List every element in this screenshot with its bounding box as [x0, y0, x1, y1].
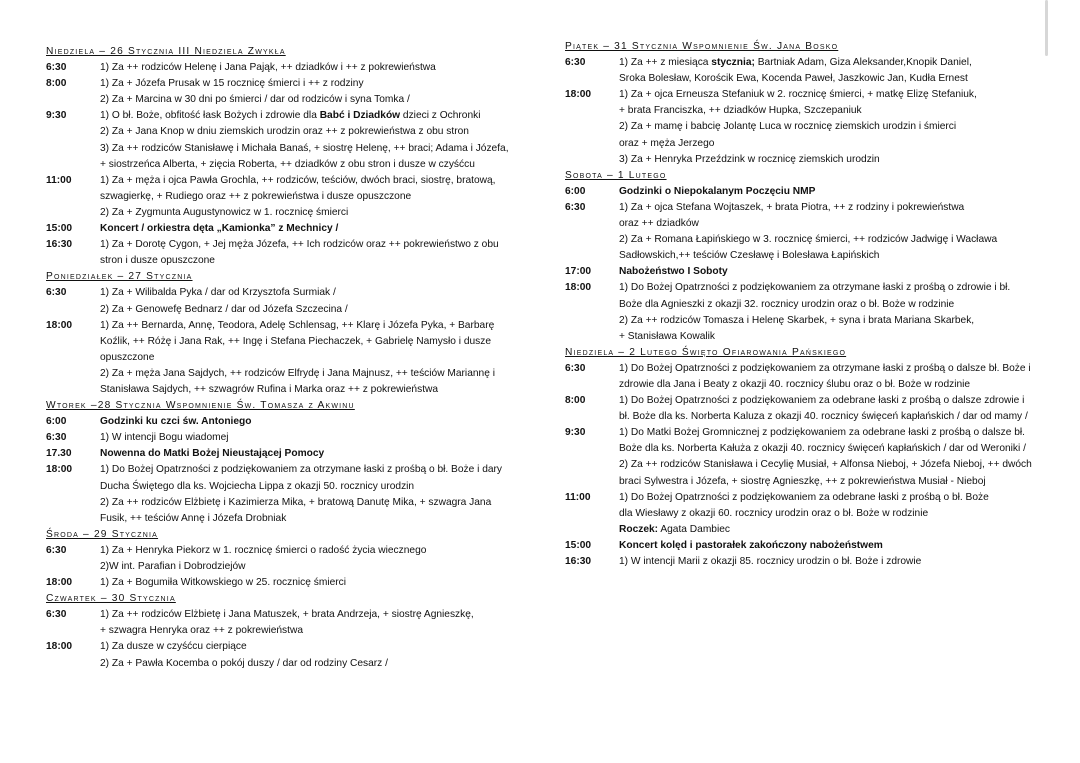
event-title: Godzinki ku czci św. Antoniego	[100, 416, 252, 428]
day-section	[46, 44, 518, 269]
mass-time: 6:00	[46, 416, 67, 428]
mass-time: 18:00	[46, 319, 73, 331]
intention-text: 1) Do Bożej Opatrzności z podziękowaniem za otrzymane łaski z prośbą o bł. Boże i dary	[100, 464, 503, 476]
intention-line	[100, 76, 518, 92]
mass-time: 18:00	[46, 577, 73, 589]
intention-text: 2) Za + Genowefę Bednarz / dar od Józefa Szczecina /	[100, 303, 348, 315]
mass-entry	[565, 490, 1043, 538]
intention-line	[619, 361, 1043, 377]
intention-list	[619, 264, 1043, 280]
intention-text: 2) Za + męża Jana Sajdych, ++ rodziców Elfrydę i Jana Majnusz, ++ teściów Mariannę i	[100, 367, 495, 379]
mass-entry	[46, 639, 518, 671]
intention-line	[619, 522, 1043, 538]
intention-list	[619, 425, 1043, 489]
intention-line	[619, 200, 1043, 216]
intention-continuation: dla Wiesławy z okazji 60. rocznicy urodzin oraz o bł. Boże w rodzinie	[619, 507, 929, 519]
intention-text: 1) Za ++ rodziców Elżbietę i Jana Matuszek, + brata Andrzeja, + siostrę Agnieszkę,	[100, 609, 474, 621]
intention-continuation: Koźlik, ++ Różę i Jana Rak, ++ Ingę i Stefana Piechaczek, + Gabrielę Namysło i dusze	[100, 335, 492, 347]
intention-line	[100, 141, 518, 157]
intention-text: 1) Za dusze w czyśćcu cierpiące	[100, 641, 247, 653]
intention-line	[100, 108, 518, 124]
intention-line	[619, 264, 1043, 280]
intention-line	[100, 575, 518, 591]
intention-line	[100, 446, 518, 462]
intention-list	[100, 575, 518, 591]
intention-continuation: braci Sylwestra i Józefa, + siostrę Agnieszkę, ++ z pokrewieństwa Musiał - Nieboj	[619, 475, 986, 487]
intention-line	[100, 318, 518, 334]
intention-line	[100, 462, 518, 478]
day-header: Poniedziałek – 27 Stycznia	[46, 271, 193, 283]
mass-entry	[565, 361, 1043, 393]
intention-text-after: Agata Dambiec	[658, 523, 730, 535]
intention-list	[619, 393, 1043, 425]
intention-line	[619, 538, 1043, 554]
intention-list	[100, 607, 518, 639]
intention-continuation: + szwagra Henryka oraz ++ z pokrewieństwa	[100, 625, 303, 637]
day-section	[46, 591, 518, 671]
intention-line	[619, 55, 1043, 71]
mass-time: 18:00	[46, 464, 73, 476]
day-header: Niedziela – 2 Lutego Święto Ofiarowania Pańskiego	[565, 346, 847, 358]
intention-continuation: bł. Boże dla ks. Norberta Kaluza z okazji 40. rocznicy święceń kapłańskich / dar od mamy /	[619, 411, 1028, 423]
event-title: Godzinki o Niepokalanym Poczęciu NMP	[619, 185, 816, 197]
intention-text: 1) Do Matki Bożej Gromnicznej z podziękowaniem za odebrane łaski z prośbą o dalsze bł.	[619, 427, 1025, 439]
mass-time: 6:30	[565, 362, 586, 374]
intention-text: 1) O bł. Boże, obfitość łask Bożych i zdrowie dla	[100, 110, 320, 122]
mass-entry	[46, 430, 518, 446]
intention-bold: Roczek:	[619, 523, 659, 535]
mass-time: 17.30	[46, 448, 72, 460]
intention-continuation: zdrowie dla Jana i Beaty z okazji 40. rocznicy ślubu oraz o bł. Boże w rodzinie	[619, 378, 971, 390]
intention-line	[619, 490, 1043, 506]
intention-text: 3) Za + Henryka Przeździnk w rocznicę ziemskich urodzin	[619, 153, 880, 165]
mass-time: 16:30	[46, 239, 73, 251]
mass-entry	[46, 221, 518, 237]
intention-line	[619, 152, 1043, 168]
intention-text: 1) W intencji Bogu wiadomej	[100, 432, 229, 444]
day-section	[46, 527, 518, 591]
day-header: Czwartek – 30 Stycznia	[46, 593, 176, 605]
mass-time: 18:00	[46, 641, 73, 653]
mass-time: 9:30	[46, 110, 67, 122]
intention-text: 2) Za + Marcina w 30 dni po śmierci / dar od rodziców i syna Tomka /	[100, 94, 410, 106]
intention-list	[100, 285, 518, 317]
day-section	[46, 398, 518, 527]
day-header: Wtorek –28 Stycznia Wspomnienie Św. Tomasza z Akwinu	[46, 400, 355, 412]
mass-entry	[46, 108, 518, 172]
mass-entry	[565, 538, 1043, 554]
mass-entry	[46, 318, 518, 398]
mass-entry	[46, 414, 518, 430]
mass-time: 18:00	[565, 89, 592, 101]
intention-line	[619, 232, 1043, 248]
intention-list	[619, 538, 1043, 554]
mass-entry	[46, 607, 518, 639]
mass-entry	[565, 280, 1043, 344]
intention-text: 1) W intencji Marii z okazji 85. rocznicy urodzin o bł. Boże i zdrowie	[619, 556, 922, 567]
intention-continuation: Ducha Świętego dla ks. Wojciecha Lippa z okazji 50. rocznicy urodzin	[100, 480, 415, 492]
intention-text: 1) Za ++ z miesiąca	[619, 57, 712, 69]
intention-line	[619, 425, 1043, 441]
intention-line	[100, 237, 518, 253]
left-column	[46, 44, 518, 672]
intention-text-after: dzieci z Ochronki	[400, 110, 481, 122]
intention-continuation: + brata Franciszka, ++ dziadków Hupka, Szczepaniuk	[619, 105, 862, 117]
intention-line	[100, 221, 518, 237]
intention-line	[619, 457, 1043, 473]
intention-list	[100, 318, 518, 398]
intention-list	[100, 237, 518, 269]
intention-list	[619, 87, 1043, 167]
intention-list	[619, 184, 1043, 200]
intention-text: 2)W int. Parafian i Dobrodziejów	[100, 561, 246, 572]
intention-continuation: oraz + męża Jerzego	[619, 137, 715, 149]
intention-text: 1) Do Bożej Opatrzności z podziękowaniem za otrzymane łaski z prośbą o dalsze bł. Boże i	[619, 362, 1031, 374]
mass-entry	[46, 237, 518, 269]
intention-continuation: Boże dla Agnieszki z okazji 32. rocznicy urodzin oraz o bł. Boże w rodzinie	[619, 298, 955, 310]
intention-line	[619, 119, 1043, 135]
mass-entry	[46, 462, 518, 526]
intention-line	[100, 205, 518, 221]
event-title: Nowenna do Matki Bożej Nieustającej Pomocy	[100, 448, 325, 460]
intention-line	[100, 173, 518, 189]
intention-line	[100, 366, 518, 382]
intention-text: 3) Za ++ rodziców Stanisławę i Michała Banaś, + siostrę Helenę, ++ braci; Adama i Józefa,	[100, 142, 509, 154]
mass-time: 9:30	[565, 427, 586, 439]
mass-entry	[46, 575, 518, 591]
intention-text: 1) Za ++ rodziców Helenę i Jana Pająk, ++ dziadków i ++ z pokrewieństwa	[100, 62, 436, 74]
intention-list	[619, 200, 1043, 264]
intention-list	[100, 60, 518, 76]
mass-entry	[565, 264, 1043, 280]
mass-time: 11:00	[46, 174, 72, 186]
intention-continuation: Sadłowskich,++ teściów Czesławę i Bolesława Łapińskich	[619, 250, 880, 262]
day-header: Środa – 29 Stycznia	[46, 528, 159, 540]
intention-list	[619, 490, 1043, 538]
intention-continuation: + siostrzeńca Alberta, + zięcia Roberta, ++ dziadków z obu stron i dusze w czyśćcu	[100, 158, 475, 170]
mass-time: 6:30	[46, 62, 67, 74]
intention-line	[100, 639, 518, 655]
day-section	[565, 345, 1043, 570]
event-title: Nabożeństwo I Soboty	[619, 266, 728, 278]
mass-entry	[565, 87, 1043, 167]
mass-entry	[46, 76, 518, 108]
intention-text: 1) Do Bożej Opatrzności z podziękowaniem za odebrane łaski z prośbą o bł. Boże	[619, 491, 989, 503]
scrollbar[interactable]	[1045, 0, 1048, 56]
mass-time: 16:30	[565, 556, 592, 567]
intention-list	[100, 430, 518, 446]
intention-list	[100, 414, 518, 430]
intention-continuation: Stanisława Sajdych, ++ szwagrów Rufina i Marka oraz ++ z pokrewieństwa	[100, 383, 439, 395]
intention-continuation: oraz ++ dziadków	[619, 218, 699, 230]
intention-text: 1) Za + Józefa Prusak w 15 rocznicę śmierci i ++ z rodziny	[100, 78, 364, 90]
intention-text: 2) Za + mamę i babcię Jolantę Luca w rocznicę ziemskich urodzin i śmierci	[619, 121, 957, 133]
intention-text: 2) Za ++ rodziców Stanisława i Cecylię Musiał, + Alfonsa Nieboj, + Józefa Nieboj, ++ dwóch	[619, 459, 1032, 471]
mass-time: 8:00	[565, 395, 586, 407]
mass-time: 6:30	[46, 544, 67, 556]
intention-line	[100, 656, 518, 672]
intention-text: 1) Za ++ Bernarda, Annę, Teodora, Adelę Schlensag, ++ Klarę i Józefa Pyka, + Barbarę	[100, 319, 495, 331]
intention-line	[619, 313, 1043, 329]
intention-text: 1) Za + męża i ojca Pawła Grochla, ++ rodziców, teściów, dwóch braci, siostrę, bratową,	[100, 174, 496, 186]
intention-text: 1) Za + Dorotę Cygon, + Jej męża Józefa, ++ Ich rodziców oraz ++ pokrewieństwo z obu	[100, 239, 499, 251]
intention-line	[100, 607, 518, 623]
mass-time: 18:00	[565, 282, 592, 294]
mass-entry	[46, 60, 518, 76]
intention-list	[100, 462, 518, 526]
mass-entry	[565, 425, 1043, 489]
mass-entry	[565, 393, 1043, 425]
intention-list	[619, 280, 1043, 344]
event-title: Koncert kolęd i pastorałek zakończony nabożeństwem	[619, 539, 883, 551]
mass-time: 15:00	[46, 223, 73, 235]
intention-line	[619, 280, 1043, 296]
intention-continuation: szwagierkę, + Rudiego oraz ++ z pokrewieństwa i dusze opuszczone	[100, 190, 412, 202]
mass-time: 11:00	[565, 491, 591, 503]
intention-text: 1) Za + Bogumiła Witkowskiego w 25. rocznicę śmierci	[100, 577, 346, 589]
mass-entry	[46, 285, 518, 317]
intention-list	[619, 554, 1043, 570]
mass-time: 6:00	[565, 185, 586, 197]
intention-list	[619, 55, 1043, 87]
mass-time: 6:30	[46, 287, 67, 299]
intention-text: 2) Za ++ rodziców Elżbietę i Kazimierza Mika, + bratową Danutę Mika, + szwagra Jana	[100, 496, 492, 508]
intention-text: 1) Za + Henryka Piekorz w 1. rocznicę śmierci o radość życia wiecznego	[100, 544, 427, 556]
intention-line	[100, 302, 518, 318]
mass-time: 6:30	[565, 57, 586, 69]
intention-bold: stycznia;	[711, 57, 755, 69]
intention-list	[619, 361, 1043, 393]
mass-time: 8:00	[46, 78, 67, 90]
intention-continuation: Boże dla ks. Norberta Kałuża z okazji 40. rocznicy święceń kapłańskich / dar od Weroniki /	[619, 443, 1026, 455]
intention-line	[100, 414, 518, 430]
intention-text: 2) Za + Zygmunta Augustynowicz w 1. rocznicę śmierci	[100, 206, 349, 218]
intention-line	[619, 554, 1043, 570]
intention-text: 2) Za + Romana Łapińskiego w 3. rocznicę śmierci, ++ rodziców Jadwigę i Wacława	[619, 234, 998, 246]
intention-continuation: Sroka Bolesław, Korościk Ewa, Kocenda Paweł, Jaszkowic Jan, Kudła Ernest	[619, 73, 968, 85]
mass-entry	[46, 543, 518, 575]
intention-list	[100, 543, 518, 575]
intention-bold: Babć i Dziadków	[319, 110, 401, 122]
event-title: Koncert / orkiestra dęta „Kamionka” z Mechnicy /	[100, 223, 339, 235]
intention-list	[100, 108, 518, 172]
intention-text: 2) Za ++ rodziców Tomasza i Helenę Skarbek, + syna i brata Mariana Skarbek,	[619, 314, 975, 326]
intention-text-after: Bartniak Adam, Giza Aleksander,Knopik Daniel,	[754, 57, 972, 69]
mass-entry	[565, 200, 1043, 264]
intention-text: 1) Do Bożej Opatrzności z podziękowaniem za otrzymane łaski z prośbą o zdrowie i bł.	[619, 282, 1011, 294]
mass-time: 17:00	[565, 266, 592, 278]
day-section	[565, 39, 1043, 168]
mass-time: 6:30	[46, 432, 67, 444]
intention-list	[100, 173, 518, 221]
day-section	[46, 269, 518, 398]
mass-time: 6:30	[46, 609, 67, 621]
intention-line	[619, 184, 1043, 200]
intention-line	[100, 495, 518, 511]
intention-list	[100, 446, 518, 462]
intention-list	[100, 639, 518, 671]
intention-line	[100, 92, 518, 108]
mass-time: 15:00	[565, 539, 592, 551]
intention-text: 1) Za + ojca Erneusza Stefaniuk w 2. rocznicę śmierci, + matkę Elizę Stefaniuk,	[619, 89, 977, 101]
intention-list	[100, 76, 518, 108]
intention-list	[100, 221, 518, 237]
intention-line	[619, 87, 1043, 103]
intention-text: 2) Za + Pawła Kocemba o pokój duszy / dar od rodziny Cesarz /	[100, 657, 388, 669]
intention-line	[100, 430, 518, 446]
intention-continuation: Fusik, ++ teściów Annę i Józefa Drobniak	[100, 512, 287, 524]
intention-continuation: opuszczone	[100, 351, 155, 363]
intention-text: 1) Do Bożej Opatrzności z podziękowaniem za odebrane łaski z prośbą o dalsze zdrowie i	[619, 395, 1025, 407]
mass-entry	[565, 184, 1043, 200]
mass-time: 6:30	[565, 201, 586, 213]
mass-entry	[565, 55, 1043, 87]
intention-continuation: + Stanisława Kowalik	[619, 330, 715, 342]
day-section	[565, 168, 1043, 345]
intention-line	[619, 393, 1043, 409]
intention-text: 2) Za + Jana Knop w dniu ziemskich urodzin oraz ++ z pokrewieństwa z obu stron	[100, 126, 469, 138]
day-header: Niedziela – 26 Stycznia III Niedziela Zwykła	[46, 46, 286, 57]
intention-line	[100, 124, 518, 140]
intention-line	[100, 543, 518, 559]
day-header: Piątek – 31 Stycznia Wspomnienie Św. Jana Bosko	[565, 41, 839, 52]
mass-entry	[46, 173, 518, 221]
intention-line	[100, 559, 518, 575]
intention-text: 1) Za + Wilibalda Pyka / dar od Krzysztofa Surmiak /	[100, 287, 336, 299]
day-header: Sobota – 1 Lutego	[565, 169, 667, 181]
intention-line	[100, 60, 518, 76]
intention-line	[100, 285, 518, 301]
intention-text: 1) Za + ojca Stefana Wojtaszek, + brata Piotra, ++ z rodziny i pokrewieństwa	[619, 201, 965, 213]
mass-entry	[46, 446, 518, 462]
right-column	[565, 39, 1043, 570]
intention-continuation: stron i dusze opuszczone	[100, 255, 215, 267]
mass-entry	[565, 554, 1043, 570]
